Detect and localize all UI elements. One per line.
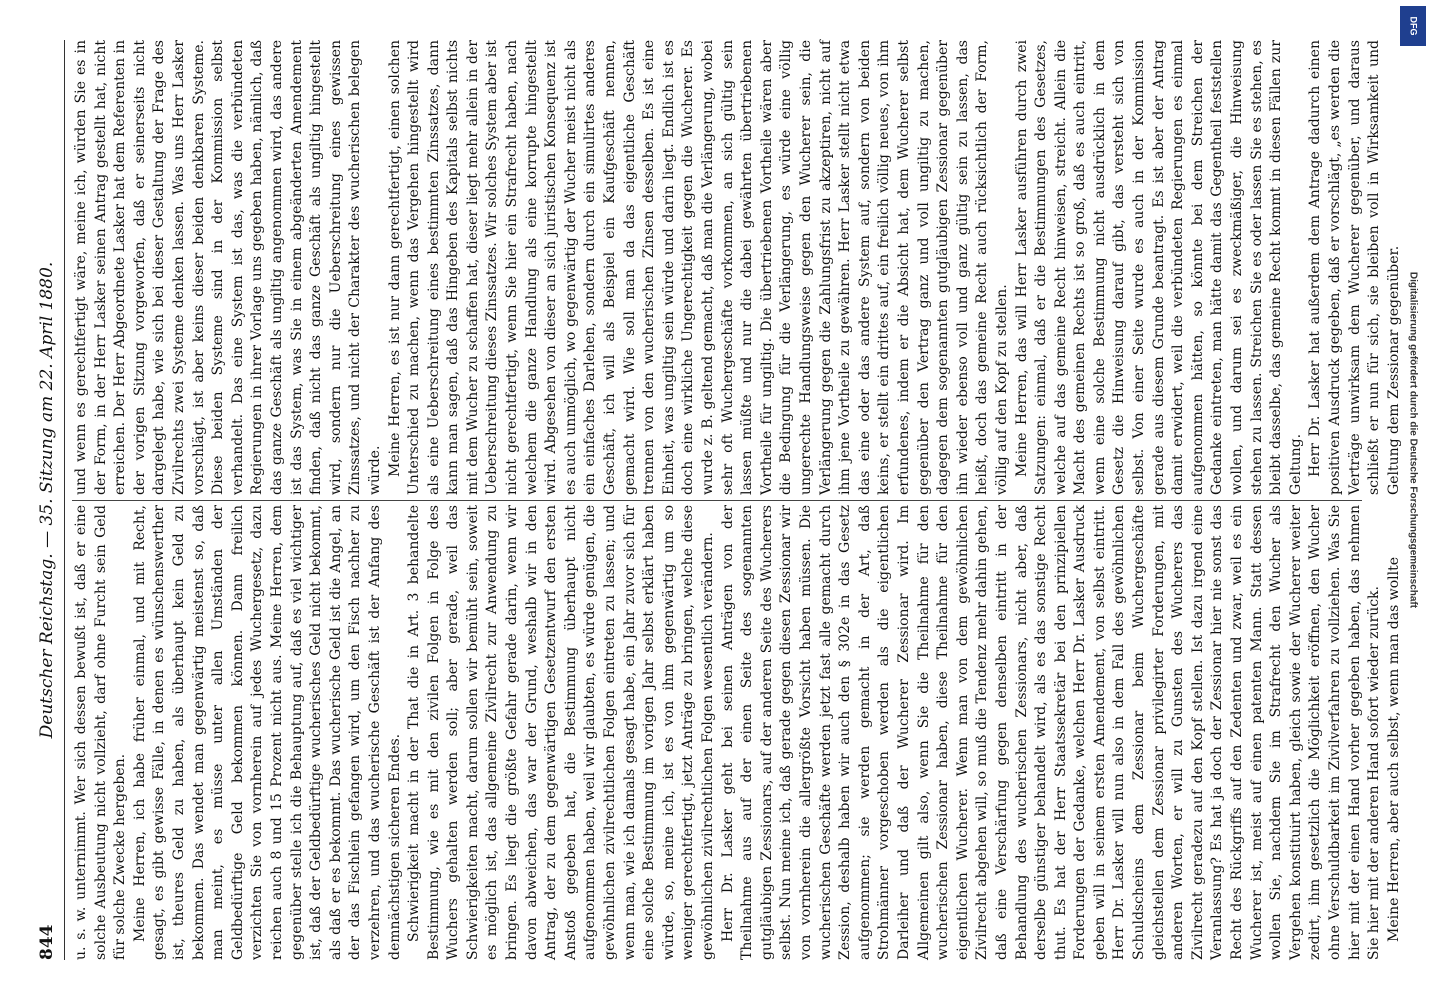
right-column [72,40,1402,495]
right-paragraph-4: Herr Dr. Lasker hat außerdem dem Antrage dadurch einen positiven Ausdruck gegeben, daß er vorschlägt, „es werden die Verträge unwirksam dem Wucherer gegenüber, und daraus schließt er nun für sich, sie bleiben voll in Wirksamkeit und Geltung dem Zessionar gegenüber. [1307,40,1402,495]
left-paragraph-3: Schwierigkeit macht in der That die in Art. 3 behandelte Bestimmung, wie es mit den zivilen Folgen in Folge des Wuchers gehalten werden soll; aber gerade, weil das Schwierigkeiten macht, darum sollen wir bemüht sein, soweit es möglich ist, das allgemeine Zivilrecht zur Anwendung zu bringen. Es liegt die größte Gefahr gerade darin, wenn wir davon abweichen, das war der Grund, weshalb wir in den Antrag, der zu dem gegenwärtigen Gesetzentwurf den ersten Anstoß gegeben hat, die Bestimmung überhaupt nicht aufgenommen haben, weil wir glaubten, es würde genügen, die gewöhnlichen zivilrechtlichen Folgen eintreten zu lassen; und wenn man, wie ich damals gesagt habe, ein Jahr zuvor sich für eine solche Bestimmung im vorigen Jahr selbst erklärt haben würde, so, meine ich, ist es von ihm gegenwärtig um so weniger gerechtfertigt, jetzt Anträge zu bringen, welche diese gewöhnlichen zivilrechtlichen Folgen wesentlich verändern. [406,505,716,960]
digitization-credit [1402,60,1424,820]
left-paragraph-4: Herr Dr. Lasker geht bei seinen Anträgen von der Theilnahme aus auf der einen Seite des sogenannten gutgläubigen Zessionars, auf der anderen Seite des Wucherers selbst. Nun meine ich, daß gerade gegen diesen Zessionar wir von vornherein die allergrößte Vorsicht haben müssen. Die wucherischen Geschäfte werden jetzt fast alle gemacht durch Zession, deshalb haben wir auch den § 302e in das Gesetz aufgenommen; sie werden gemacht in der Art, daß Strohmänner vorgeschoben werden als die eigentlichen Darleiher und daß der Wucherer Zessionar wird. Im Allgemeinen gilt also, wenn Sie die Theilnahme für den wucherischen Zessionar haben, diese Theilnahme für den eigentlichen Wucherer. Wenn man von dem gewöhnlichen Zivilrecht abgehen will, so muß die Tendenz mehr dahin gehen, daß eine Verschärfung gegen denselben eintritt in der Behandlung des wucherischen Zessionars, nicht aber, daß derselbe günstiger behandelt wird, als es das sonstige Recht thut. Es hat der Herr Staatssekretär bei den prinzipiellen Forderungen der Gedanke, welchen Herr Dr. Lasker Ausdruck geben will in seinem ersten Amendement, von selbst eintritt. Herr Dr. Lasker will nun also in dem Fall des gewöhnlichen Schuldscheins dem Zessionar beim Wuchergeschäfte gleichstellen dem Zessionar privilegirter Forderungen, mit anderen Worten, er will zu Gunsten des Wucherers das Zivilrecht geradezu auf den Kopf stellen. Ist dazu irgend eine Veranlassung? Es hat ja doch der Zessionar hier nie sonst das Recht des Rückgriffs auf den Zedenten und zwar, weil es ein Wucherer ist, meist auf einen patenten Mann. Statt dessen wollen Sie, nachdem Sie im Strafrecht den Wucher als Vergehen konstituirt haben, gleich sowie der Wucherer weiter zedirt, ihm gesetzlich die Möglichkeit eröffnen, den Wucher ohne Verschuldbarkeit im Zivilverfahren zu vollziehen. Was Sie hier mit der einen Hand vorher gegeben haben, das nehmen Sie hier mit der anderen Hand sofort wieder zurück. [719,505,1383,960]
header-rule [64,40,65,960]
page-header [34,40,60,960]
dfg-logo [1400,6,1426,46]
column-divider [72,500,1362,501]
right-paragraph-2: Meine Herren, es ist nur dann gerechtfertigt, einen solchen Unterschied zu machen, wenn das Vergehen hingestellt wird als eine Ueberschreitung eines bestimmten Zinssatzes, dann kann man sagen, daß das Hingeben des Kapitals selbst nichts mit dem Wucher zu schaffen hat, dieser liegt mehr allein in der Ueberschreitung dieses Zinssatzes. Wir solches System aber ist nicht gerechtfertigt, wenn Sie hier ein Strafrecht haben, nach welchem die ganze Handlung als eine korrupte hingestellt wird. Abgesehen von dieser an sich juristischen Konsequenz ist es auch unmöglich, wo gegenwärtig der Wucher meist nicht als ein einfaches Darlehen, sondern durch ein simulirtes anderes Geschäft, ich will als Beispiel ein Kaufgeschäft nennen, gemacht wird. Wie soll man da das eigentliche Geschäft trennen von den wucherischen Zinsen desselben. Es ist eine Einheit, was ungiltig sein würde und darin liegt. Endlich ist es doch eine wirkliche Ungerechtigkeit gegen die Wucherer. Es wurde z. B. geltend gemacht, daß man die Verlängerung, wobei sehr oft Wuchergeschäfte vorkommen, an sich gültig sein lassen müßte und nur die dabei gewährten übertriebenen Vortheile für ungiltig. Die übertriebenen Vortheile wären aber die Bedingung für die Verlängerung, es würde eine völlig ungerechte Handlungsweise gegen den Wucherer sein, die Verlängerung gegen die Zahlungsfrist zu akzeptiren, nicht auf ihm jene Vortheile zu gewähren. Herr Lasker stellt nicht etwa das eine oder das andere System auf, sondern von beiden keins, er stellt ein drittes auf, ein freilich völlig neues, von ihm erfundenes, indem er die Absicht hat, dem Wucherer selbst gegenüber den Vertrag ganz und voll ungiltig zu machen, dagegen dem sogenannten gutgläubigen Zessionar gegenüber ihn wieder ebenso voll und ganz gültig sein zu lassen, das heißt, doch das gemeine Recht auch rücksichtlich der Form, völlig auf den Kopf zu stellen. [386,40,1010,495]
left-paragraph-5: Meine Herren, aber auch selbst, wenn man das wollte [1385,556,1402,942]
dfg-logo-text: DFG [1408,16,1418,36]
right-paragraph-3: Meine Herren, das will Herr Lasker ausführen durch zwei Satzungen: einmal, daß er die Bestimmungen des Gesetzes, welche auf das gemeine Recht hinweisen, streicht. Allein die Macht des gemeinen Rechts ist so groß, daß es auch eintritt, wenn eine solche Bestimmung nicht ausdrücklich in dem Gesetz die Hinweisung darauf gibt, das versteht sich von selbst. Von einer Seite wurde es auch in der Kommission gerade aus diesem Grunde beantragt. Es ist aber der Antrag damit erwidert, weil die verbündeten Regierungen es einmal aufgenommen hätten, so könnte bei dem Streichen der Gedanke eintreten, man hätte damit das Gegentheil feststellen wollen, und darum sei es zweckmäßiger, die Hinweisung stehen zu lassen. Streichen Sie es oder lassen Sie es stehen, es bleibt dasselbe, das gemeine Recht kommt in diesen Fällen zur Geltung. [1013,40,1304,495]
left-column [72,505,1402,960]
running-title: Deutscher Reichstag. — 35. Sitzung am 22. April 1880. [37,261,57,739]
right-paragraph-1: und wenn es gerechtfertigt wäre, meine ich, würden Sie es in der Form, in der Herr Lasker seinen Antrag gestellt hat, nicht erreichen. Der Herr Abgeordnete Lasker hat dem Referenten in der vorigen Sitzung vorgeworfen, daß er seinerseits nicht dargelegt habe, wie sich bei dieser Gestaltung der Frage des Zivilrechts zwei Systeme denken lassen. Was uns Herr Lasker vorschlägt, ist aber keins dieser beiden denkbaren Systeme. Diese beiden Systeme sind in der Kommission selbst verhandelt. Das eine System ist das, was die verbündeten Regierungen in ihrer Vorlage uns gegeben haben, nämlich, daß das ganze Geschäft als ungiltig angenommen wird, das andere ist das System, was Sie in einem abgeänderten Amendement finden, daß nicht das ganze Geschäft als ungiltig hingestellt wird, sondern nur die Ueberschreitung eines gewissen Zinssatzes, und nicht der Charakter des wucherischen belegen würde. [73,40,383,495]
left-paragraph-2: Meine Herren, ich habe früher einmal, und mit Recht, gesagt, es gibt gewisse Fälle, in denen es wünschenswerther ist, theures Geld zu haben, als überhaupt kein Geld zu bekommen. Das wendet man gegenwärtig meistenst so, daß man meint, es müsse unter allen Umständen der Geldbedürftige Geld bekommen können. Dann freilich verzichten Sie von vornherein auf jedes Wuchergesetz, dazu reichen auch 8 und 15 Prozent nicht aus. Meine Herren, dem gegenüber stelle ich die Behauptung auf, daß es viel wichtiger ist, daß der Geldbedürftige wucherisches Geld nicht bekommt, als daß er es bekommt. Das wucherische Geld ist die Angel, an der das Fischlein gefangen wird, um den Fisch nachher zu verzehren, und das wucherische Geschäft ist der Anfang des demnächstigen sicheren Endes. [131,505,403,960]
digitization-credit-text: Digitalisierung gefördert durch die Deutsche Forschungsgemeinschaft [1407,271,1419,609]
left-paragraph-1: u. s. w. unternimmt. Wer sich dessen bewußt ist, daß er eine solche Ausbeutung nicht vollzieht, darf ohne Furcht sein Geld für solche Zwecke hergeben. [73,505,129,960]
page-number: 844 [37,924,57,960]
